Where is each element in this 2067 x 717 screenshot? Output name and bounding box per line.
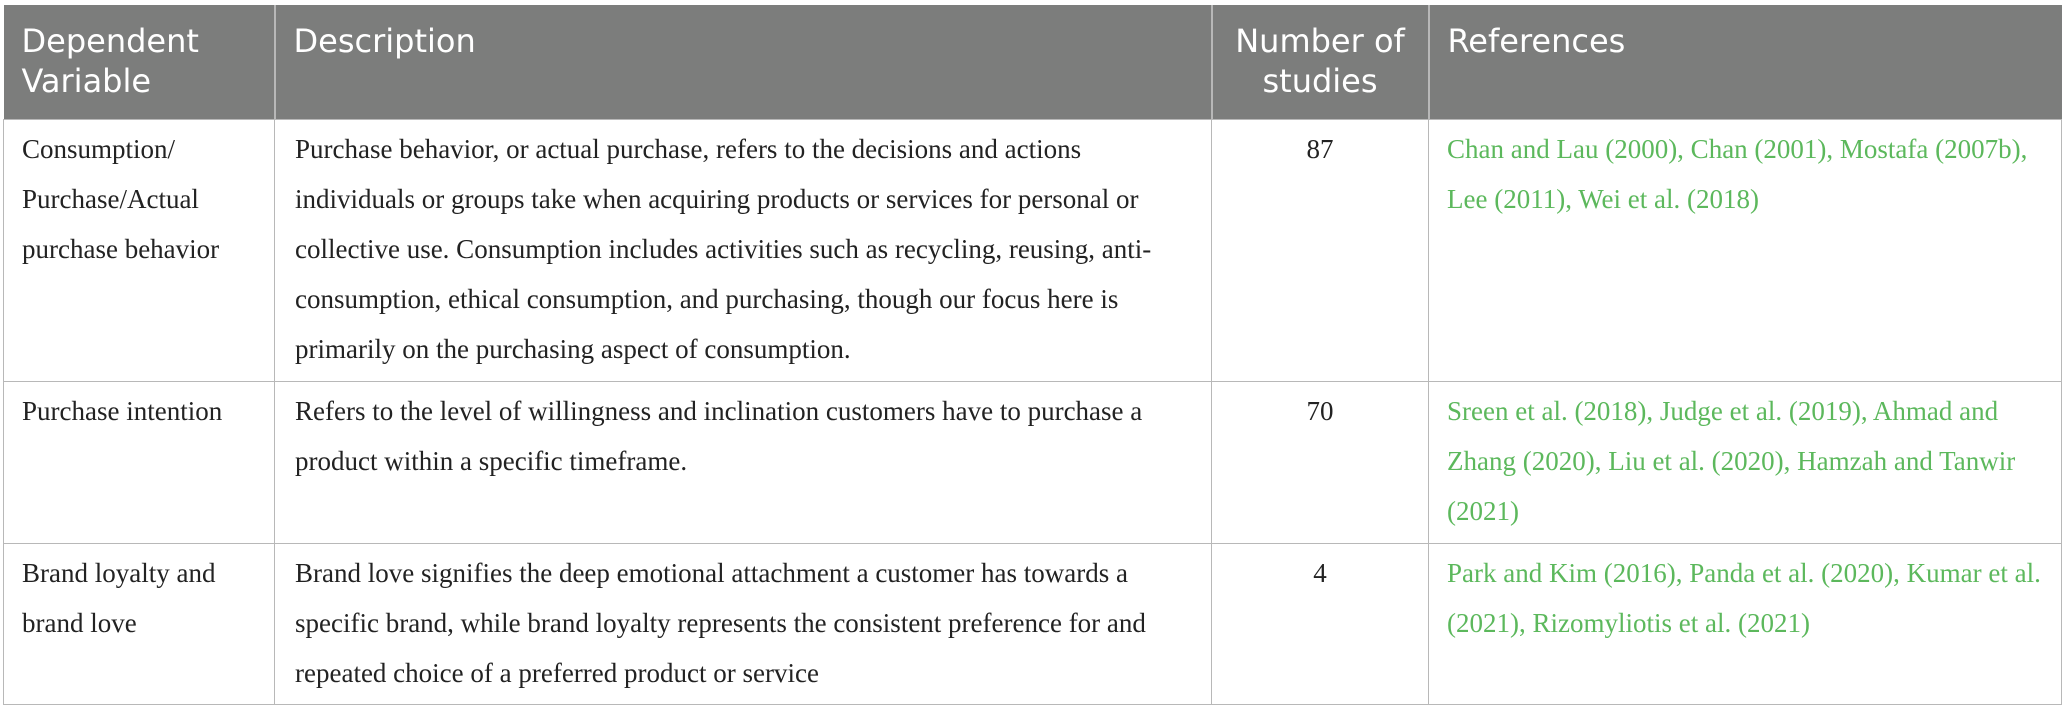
description-cell: Purchase behavior, or actual purchase, refers to the decisions and actions individuals or groups take when acquiring products or services for personal or collective use. Consumption includes activities such as recycling, reusing, anti-consumption, ethical consumption, and purchasing, though our focus here is primarily on the purchasing aspect of consumption.	[275, 119, 1212, 381]
description-cell: Refers to the level of willingness and inclination customers have to purchase a product within a specific timeframe.	[275, 381, 1212, 543]
number-of-studies-cell: 70	[1212, 381, 1429, 543]
references-cell[interactable]: Sreen et al. (2018), Judge et al. (2019), Ahmad and Zhang (2020), Liu et al. (2020), Hamzah and Tanwir (2021)	[1429, 381, 2062, 543]
references-cell[interactable]: Chan and Lau (2000), Chan (2001), Mostafa (2007b), Lee (2011), Wei et al. (2018)	[1429, 119, 2062, 381]
header-references: References	[1429, 5, 2062, 119]
dependent-variable-cell: Purchase intention	[4, 381, 275, 543]
dependent-variable-cell: Brand loyalty and brand love	[4, 543, 275, 704]
number-of-studies-cell: 87	[1212, 119, 1429, 381]
header-description: Description	[275, 5, 1212, 119]
dependent-variable-cell: Consumption/ Purchase/Actual purchase behavior	[4, 119, 275, 381]
header-row	[4, 5, 2062, 119]
table-body	[4, 119, 2062, 704]
table-header	[4, 5, 2062, 119]
description-cell: Brand love signifies the deep emotional attachment a customer has towards a specific brand, while brand loyalty represents the consistent preference for and repeated choice of a preferred product or service	[275, 543, 1212, 704]
header-number-of-studies: Number of studies	[1212, 5, 1429, 119]
number-of-studies-cell: 4	[1212, 543, 1429, 704]
header-dependent-variable: Dependent Variable	[4, 5, 275, 119]
references-cell[interactable]: Park and Kim (2016), Panda et al. (2020), Kumar et al. (2021), Rizomyliotis et al. (2021)	[1429, 543, 2062, 704]
dependent-variables-table	[3, 5, 2062, 705]
table-row	[4, 543, 2062, 704]
table-row	[4, 381, 2062, 543]
table-row	[4, 119, 2062, 381]
